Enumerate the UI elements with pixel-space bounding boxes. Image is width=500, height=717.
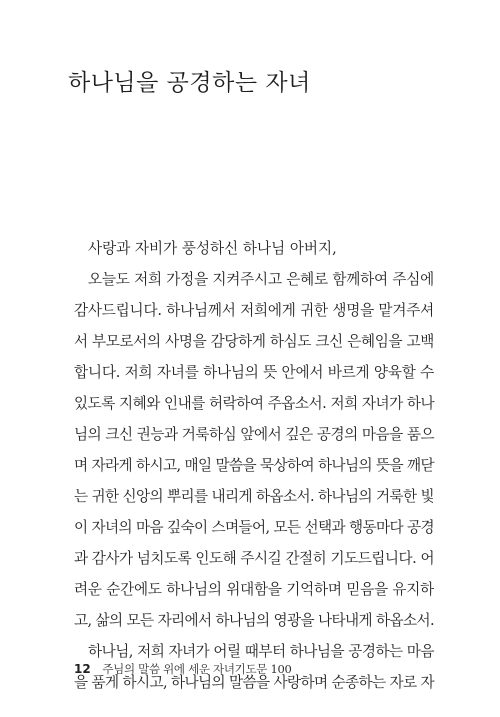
- page-title: 하나님을 공경하는 자녀: [68, 70, 311, 96]
- body-line: 는 귀한 신앙의 뿌리를 내리게 하옵소서. 하나님의 거룩한 빛: [74, 488, 434, 505]
- body-line: 하나님, 저희 자녀가 어릴 때부터 하나님을 공경하는 마음: [88, 643, 434, 660]
- page-footer: [74, 661, 292, 677]
- body-line: 이 자녀의 마음 깊숙이 스며들어, 모든 선택과 행동마다 공경: [74, 519, 434, 536]
- body-line: 님의 크신 권능과 거룩하심 앞에서 깊은 공경의 마음을 품으: [74, 426, 435, 443]
- body-line: 서 부모로서의 사명을 감당하게 하심도 크신 은혜임을 고백: [74, 333, 434, 350]
- body-line: 감사드립니다. 하나님께서 저희에게 귀한 생명을 맡겨주셔: [74, 302, 434, 319]
- body-line: 려운 순간에도 하나님의 위대함을 기억하며 믿음을 유지하: [74, 581, 434, 598]
- body-line: 사랑과 자비가 풍성하신 하나님 아버지,: [88, 240, 337, 257]
- page-number: 12: [74, 662, 91, 676]
- body-line: 오늘도 저희 가정을 지켜주시고 은혜로 함께하여 주심에: [88, 271, 434, 288]
- body-line: 있도록 지혜와 인내를 허락하여 주옵소서. 저희 자녀가 하나: [74, 395, 435, 412]
- body-line: 을 품게 하시고, 하나님의 말씀을 사랑하며 순종하는 자로 자: [74, 674, 434, 691]
- body-line: 고, 삶의 모든 자리에서 하나님의 영광을 나타내게 하옵소서.: [74, 612, 434, 629]
- body-line: 과 감사가 넘치도록 인도해 주시길 간절히 기도드립니다. 어: [74, 550, 435, 567]
- body-line: 며 자라게 하시고, 매일 말씀을 묵상하여 하나님의 뜻을 깨닫: [74, 457, 434, 474]
- book-title: 주님의 말씀 위에 세운 자녀기도문 100: [102, 662, 292, 676]
- body-line: 합니다. 저희 자녀를 하나님의 뜻 안에서 바르게 양육할 수: [74, 364, 434, 381]
- prayer-body: [74, 233, 434, 698]
